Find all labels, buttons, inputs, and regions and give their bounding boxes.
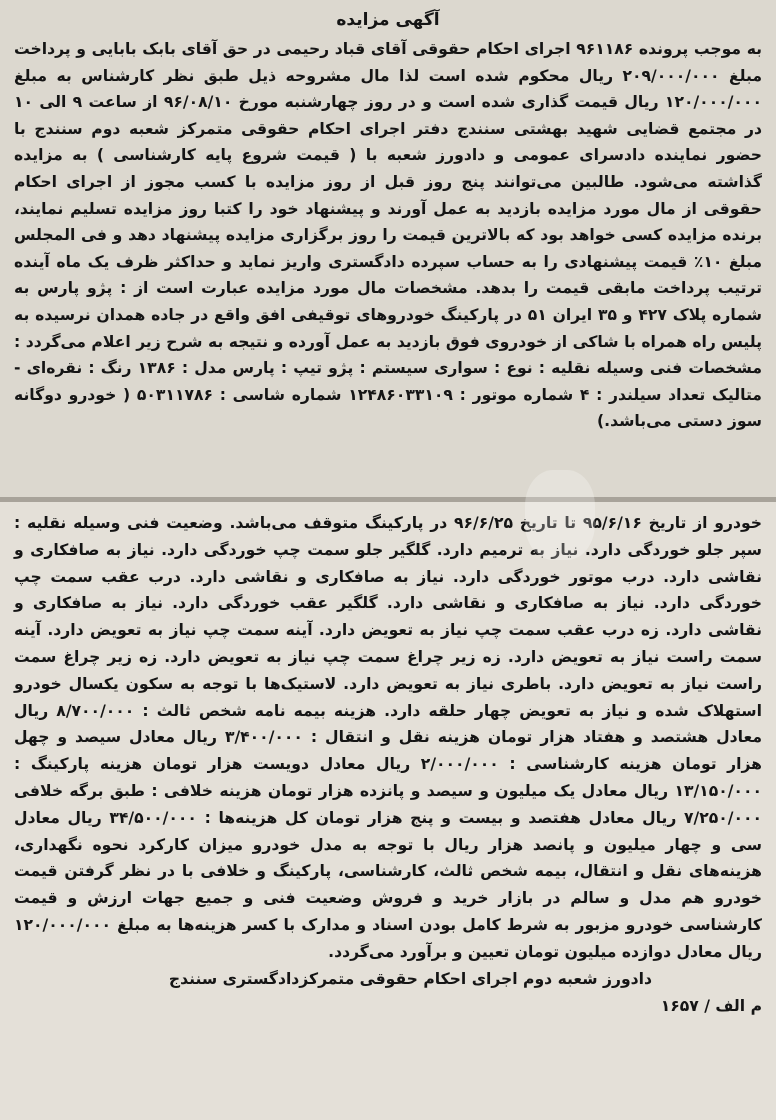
notice-body-part1: به موجب پرونده ۹۶۱۱۸۶ اجرای احکام حقوقی آقای قباد رحیمی در حق آقای بابک بابایی و پرداخت مبلغ ۲۰۹/۰۰۰/۰۰۰ ریال محکوم شده است لذا مال مشروحه ذیل طبق نظر کارشناس به مبلغ ۱۲۰/۰۰۰/۰۰۰ ریال قیمت گذاری شده است و در روز چهارشنبه مورخ ۹۶/۰۸/۱۰ از ساعت ۹ الی ۱۰ در مجتمع قضایی شهید بهشتی سنندج دفتر اجرای احکام حقوقی متمرکز شعبه دوم سنندج با حضور نماینده دادسرای عمومی و دادورز شعبه با ( قیمت شروع پایه کارشناسی ) به مزایده گذاشته می‌شود. طالبین می‌توانند پنج روز قبل از روز مزایده با کسب مجوز از اجرای احکام حقوقی از مال مورد مزایده بازدید به عمل آورند و پیشنهاد خود را کتبا روز مزایده تسلیم نمایند، برنده مزایده کسی خواهد بود که بالاترین قیمت را روز برگزاری مزایده پیشنهاد دهد و فی المجلس مبلغ ۱۰٪ قیمت پیشنهادی را به حساب سپرده دادگستری واریز نماید و حداکثر ظرف یک ماه آینده ترتیب پرداخت مابقی قیمت را بدهد. مشخصات مال مورد مزایده عبارت است از : پژو پارس به شماره پلاک ۴۲۷ و ۳۵ ایران ۵۱ در پارکینگ خودروهای توقیفی افق واقع در جاده همدان نرسیده به پلیس راه همراه با شاکی از خودروی فوق بازدید به عمل آورده و نتیجه به شرح زیر اعلام می‌گردد : مشخصات فنی وسیله نقلیه : نوع : سواری سیستم : پژو تیپ : پارس مدل : ۱۳۸۶ رنگ : نقره‌ای - متالیک تعداد سیلندر : ۴ شماره موتور : ۱۲۴۸۶۰۳۳۱۰۹ شماره شاسی : ۵۰۳۱۱۷۸۶ ( خودرو دوگانه سوز دستی می‌باشد.) [14,40,763,431]
watermark-smudge [525,470,595,560]
reference-number: م الف / ۱۶۵۷ [660,996,762,1015]
notice-clipping-bottom [0,502,776,1120]
notice-body-part2: خودرو از تاریخ ۹۵/۶/۱۶ تا تاریخ ۹۶/۶/۲۵ در پارکینگ متوقف می‌باشد. وضعیت فنی وسیله نقلیه : سپر جلو خوردگی دارد. نیاز به ترمیم دارد. گلگیر جلو سمت چپ خوردگی دارد. نیاز به صافکاری و نقاشی دارد. درب موتور خوردگی دارد. نیاز به صافکاری و نقاشی دارد. درب عقب سمت چپ خوردگی دارد. نیاز به صافکاری و نقاشی دارد. گلگیر عقب خوردگی دارد. نیاز به صافکاری و نقاشی دارد. زه درب عقب سمت چپ نیاز به تعویض دارد. آینه سمت چپ نیاز به تعویض دارد. آینه سمت راست نیاز به تعویض دارد. زه زیر چراغ سمت چپ نیاز به تعویض دارد. زه زیر چراغ سمت راست نیاز به تعویض دارد. باطری نیاز به تعویض دارد. لاستیک‌ها با توجه به سکون یکسال خودرو استهلاک شده و نیاز به تعویض چهار حلقه دارد. هزینه بیمه نامه شخص ثالث : ۸/۷۰۰/۰۰۰ ریال معادل هشتصد و هفتاد هزار تومان هزینه نقل و انتقال : ۳/۴۰۰/۰۰۰ ریال معادل سیصد و چهل هزار تومان هزینه کارشناسی : ۲/۰۰۰/۰۰۰ ریال معادل دویست هزار تومان هزینه پارکینگ : ۱۳/۱۵۰/۰۰۰ ریال معادل یک میلیون و سیصد و پانزده هزار تومان هزینه خلافی : طبق برگه خلافی ۷/۲۵۰/۰۰۰ ریال معادل هفتصد و بیست و پنج هزار تومان کل هزینه‌ها : ۳۴/۵۰۰/۰۰۰ ریال معادل سی و چهار میلیون و پانصد هزار ریال با توجه به مدل خودرو میزان کارکرد نحوه نگهداری، هزینه‌های نقل و انتقال، بیمه شخص ثالث، کارشناسی، پارکینگ و خلافی با در نظر گرفتن قیمت خودرو هم مدل و سالم در بازار خرید و فروش وضعیت فنی و جمیع جهات ارزش و قیمت کارشناسی خودرو مزبور به شرط کامل بودن اسناد و مدارک با کسر هزینه‌ها به مبلغ ۱۲۰/۰۰۰/۰۰۰ ریال معادل دوازده میلیون تومان تعیین و برآورد می‌گردد. [14,514,763,961]
issuer-signature: دادورز شعبه دوم اجرای احکام حقوقی متمرکزدادگستری سنندج [168,969,652,988]
notice-clipping-top [0,0,776,498]
notice-title: آگهی مزایده [336,10,440,30]
